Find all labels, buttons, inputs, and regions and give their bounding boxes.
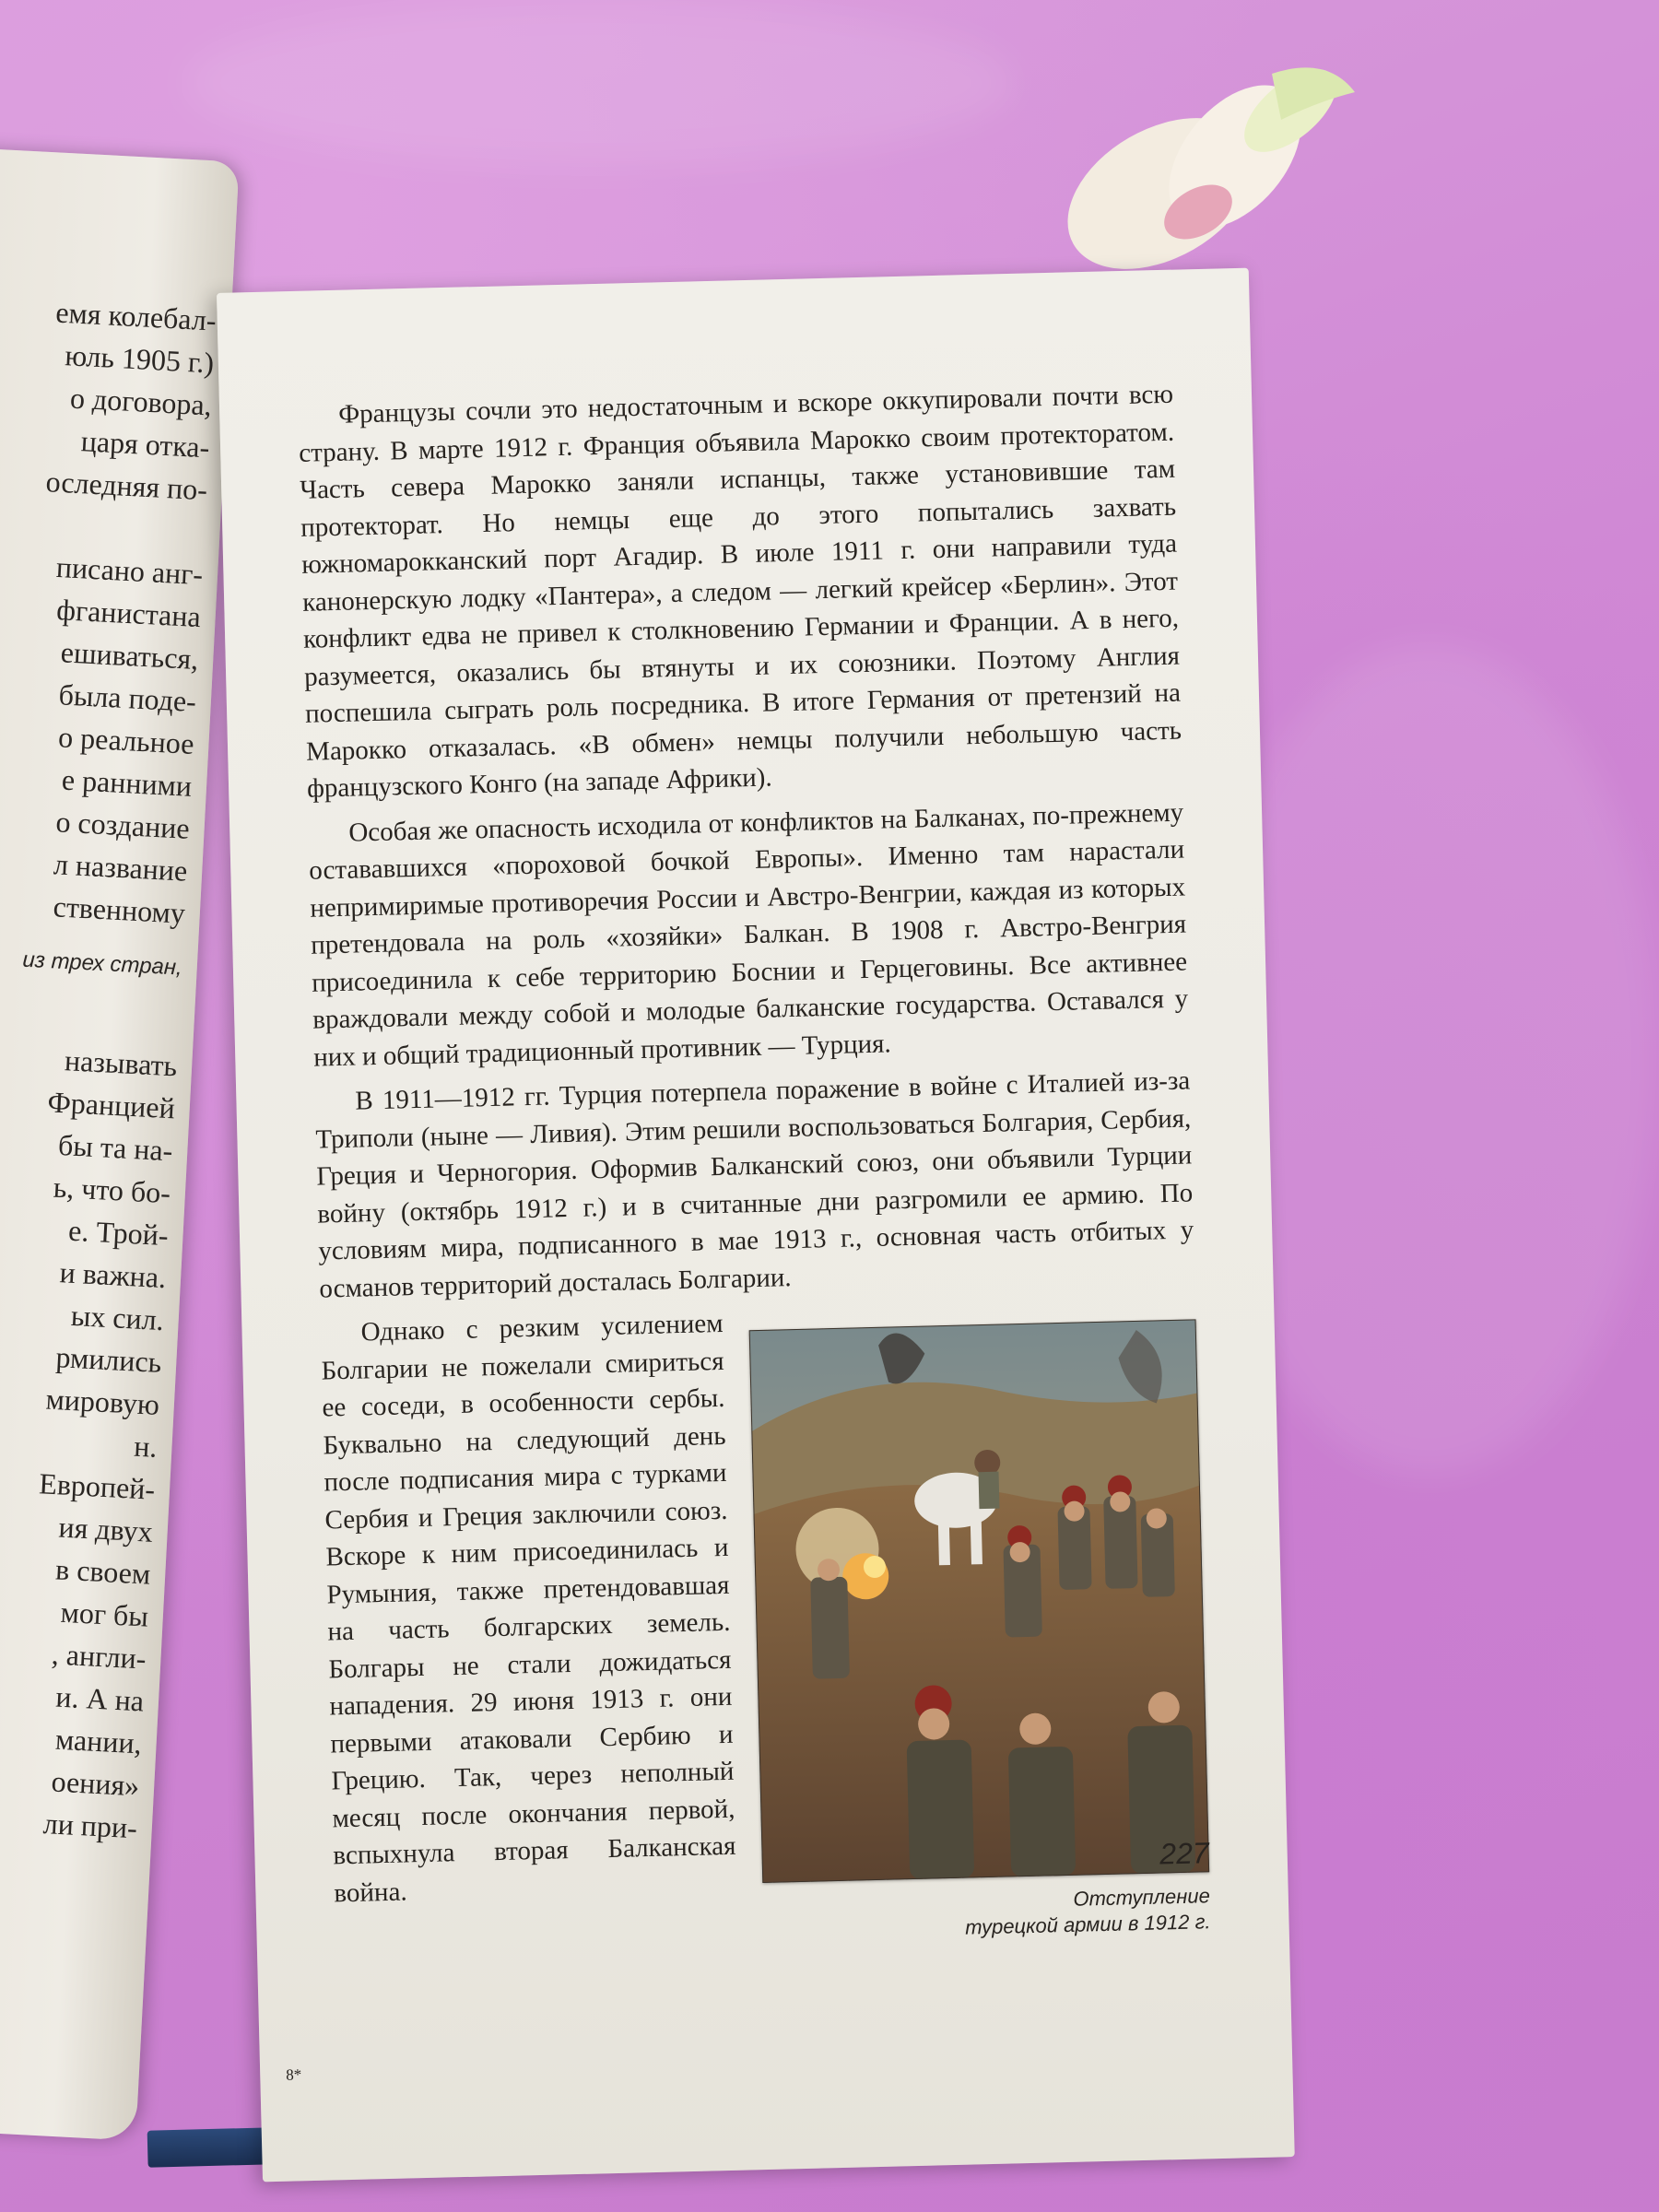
left-page	[0, 147, 240, 2141]
figure-caption	[763, 1883, 1211, 1946]
page-number: 227	[1159, 1836, 1210, 1871]
caption-line: турецкой армии в 1912 г.	[964, 1910, 1211, 1939]
left-line: мировую	[44, 1382, 160, 1421]
left-line: была поде-	[57, 677, 197, 719]
left-page-text	[0, 286, 218, 1849]
left-line: о договора,	[69, 381, 213, 422]
left-line: называть	[64, 1043, 179, 1083]
left-line: царя отка-	[80, 424, 211, 465]
left-line: и. А на	[54, 1679, 145, 1718]
page-body	[298, 376, 1211, 1966]
left-line: е. Трой-	[67, 1213, 170, 1253]
left-line: о реальное	[57, 720, 195, 760]
left-line: и важна.	[58, 1255, 168, 1295]
left-line: ых сил.	[70, 1298, 165, 1337]
right-page	[217, 268, 1295, 2183]
illustration-figure	[749, 1319, 1211, 1946]
left-line: писано анг-	[55, 549, 205, 592]
paragraph: Французы сочли это недостаточным и вскоре оккупировали почти всю страну. В марте 1912 г. Франция объявила Марокко своим протекторатом. Часть севера Марокко заняли испанцы, также установившие там протекторат. Но немцы еще до этого попытались захвать южномарокканский порт Агадир. В июле 1911 г. они направили туда канонерскую лодку «Пантера», а следом — легкий крейсер «Берлин». Этот конфликт едва не привел к столкновению Германии и Франции. А в него, разумеется, оказались бы втянуты и их союзники. Поэтому Англия поспешила сыграть роль посредника. В итоге Германия от претензий на Марокко отказалась. «В обмен» немцы получили небольшую часть французского Конго (на западе Африки).	[298, 379, 1182, 804]
left-line: о создание	[54, 805, 191, 845]
paragraph: В 1911—1912 гг. Турция потерпела поражение в войне с Италией из-за Триполи (ныне — Ливия). Этим решили воспользоваться Болгария, Сербия, Греция и Черногория. Оформив Балканский союз, они объявили Турции войну (октябрь 1912 г.) и в считанные дни разгромили ее армию. По условиям мира, подписанного в мае 1913 г., основная часть отбитых у османов территорий досталась Болгарии.	[315, 1065, 1194, 1304]
left-line: , англи-	[51, 1637, 147, 1676]
signature-mark: 8*	[286, 2065, 302, 2084]
left-line: оследняя по-	[44, 465, 208, 507]
left-line: мании,	[54, 1722, 143, 1760]
left-line: юль 1905 г.)	[64, 338, 216, 380]
left-line: Францией	[46, 1085, 176, 1125]
paragraph: Однако с резким усилением Болгарии не пожелали смириться ее соседи, в особенности сербы. Буквально на следующий день после подписания мира с турками Сербия и Греция заключили союз. Вскоре к ним присоединилась и Румыния, также претендовавшая на часть болгарских земель. Болгары не стали дожидаться нападения. 29 июня 1913 г. они первыми атаковали Сербию и Грецию. Так, через неполный месяц после окончания первой, вспыхнула вторая Балканская война.	[321, 1308, 736, 1908]
left-line: л название	[53, 847, 189, 888]
left-line: ли при-	[42, 1806, 138, 1845]
fabric-fold	[184, 0, 1014, 166]
left-line: н.	[133, 1429, 159, 1464]
left-line: ь, что бо-	[52, 1170, 171, 1210]
left-line: рмились	[54, 1340, 163, 1380]
left-line: емя колебал-	[54, 295, 218, 337]
paragraph: Особая же опасность исходила от конфликтов на Балканах, по-прежнему остававшихся «пороховой бочкой Европы». Именно там нарастали непримиримые противоречия России и Австро-Венгрии, каждая из которых претендовала на роль «хозяйки» Балкан. В 1908 г. Австро-Венгрия присоединила к себе территорию Боснии и Герцеговины. Все активнее враждовали между собой и молодые балканские государства. Оставался у них и общий традиционный противник — Турция.	[308, 797, 1189, 1073]
left-line: бы та на-	[57, 1127, 174, 1168]
left-line: мог бы	[59, 1594, 149, 1633]
left-line: е ранними	[61, 762, 194, 803]
battle-illustration	[749, 1319, 1210, 1883]
left-line: фганистана	[55, 593, 202, 634]
left-line: оения»	[50, 1764, 141, 1803]
left-line: ственному	[52, 889, 186, 930]
left-line: ия двух	[57, 1510, 154, 1548]
left-line: ешиваться,	[60, 635, 200, 677]
left-caption-fragment: из трех стран,	[21, 947, 183, 981]
caption-line: Отступление	[1073, 1884, 1211, 1911]
left-line: в своем	[54, 1552, 152, 1591]
left-line: Европей-	[38, 1466, 157, 1506]
